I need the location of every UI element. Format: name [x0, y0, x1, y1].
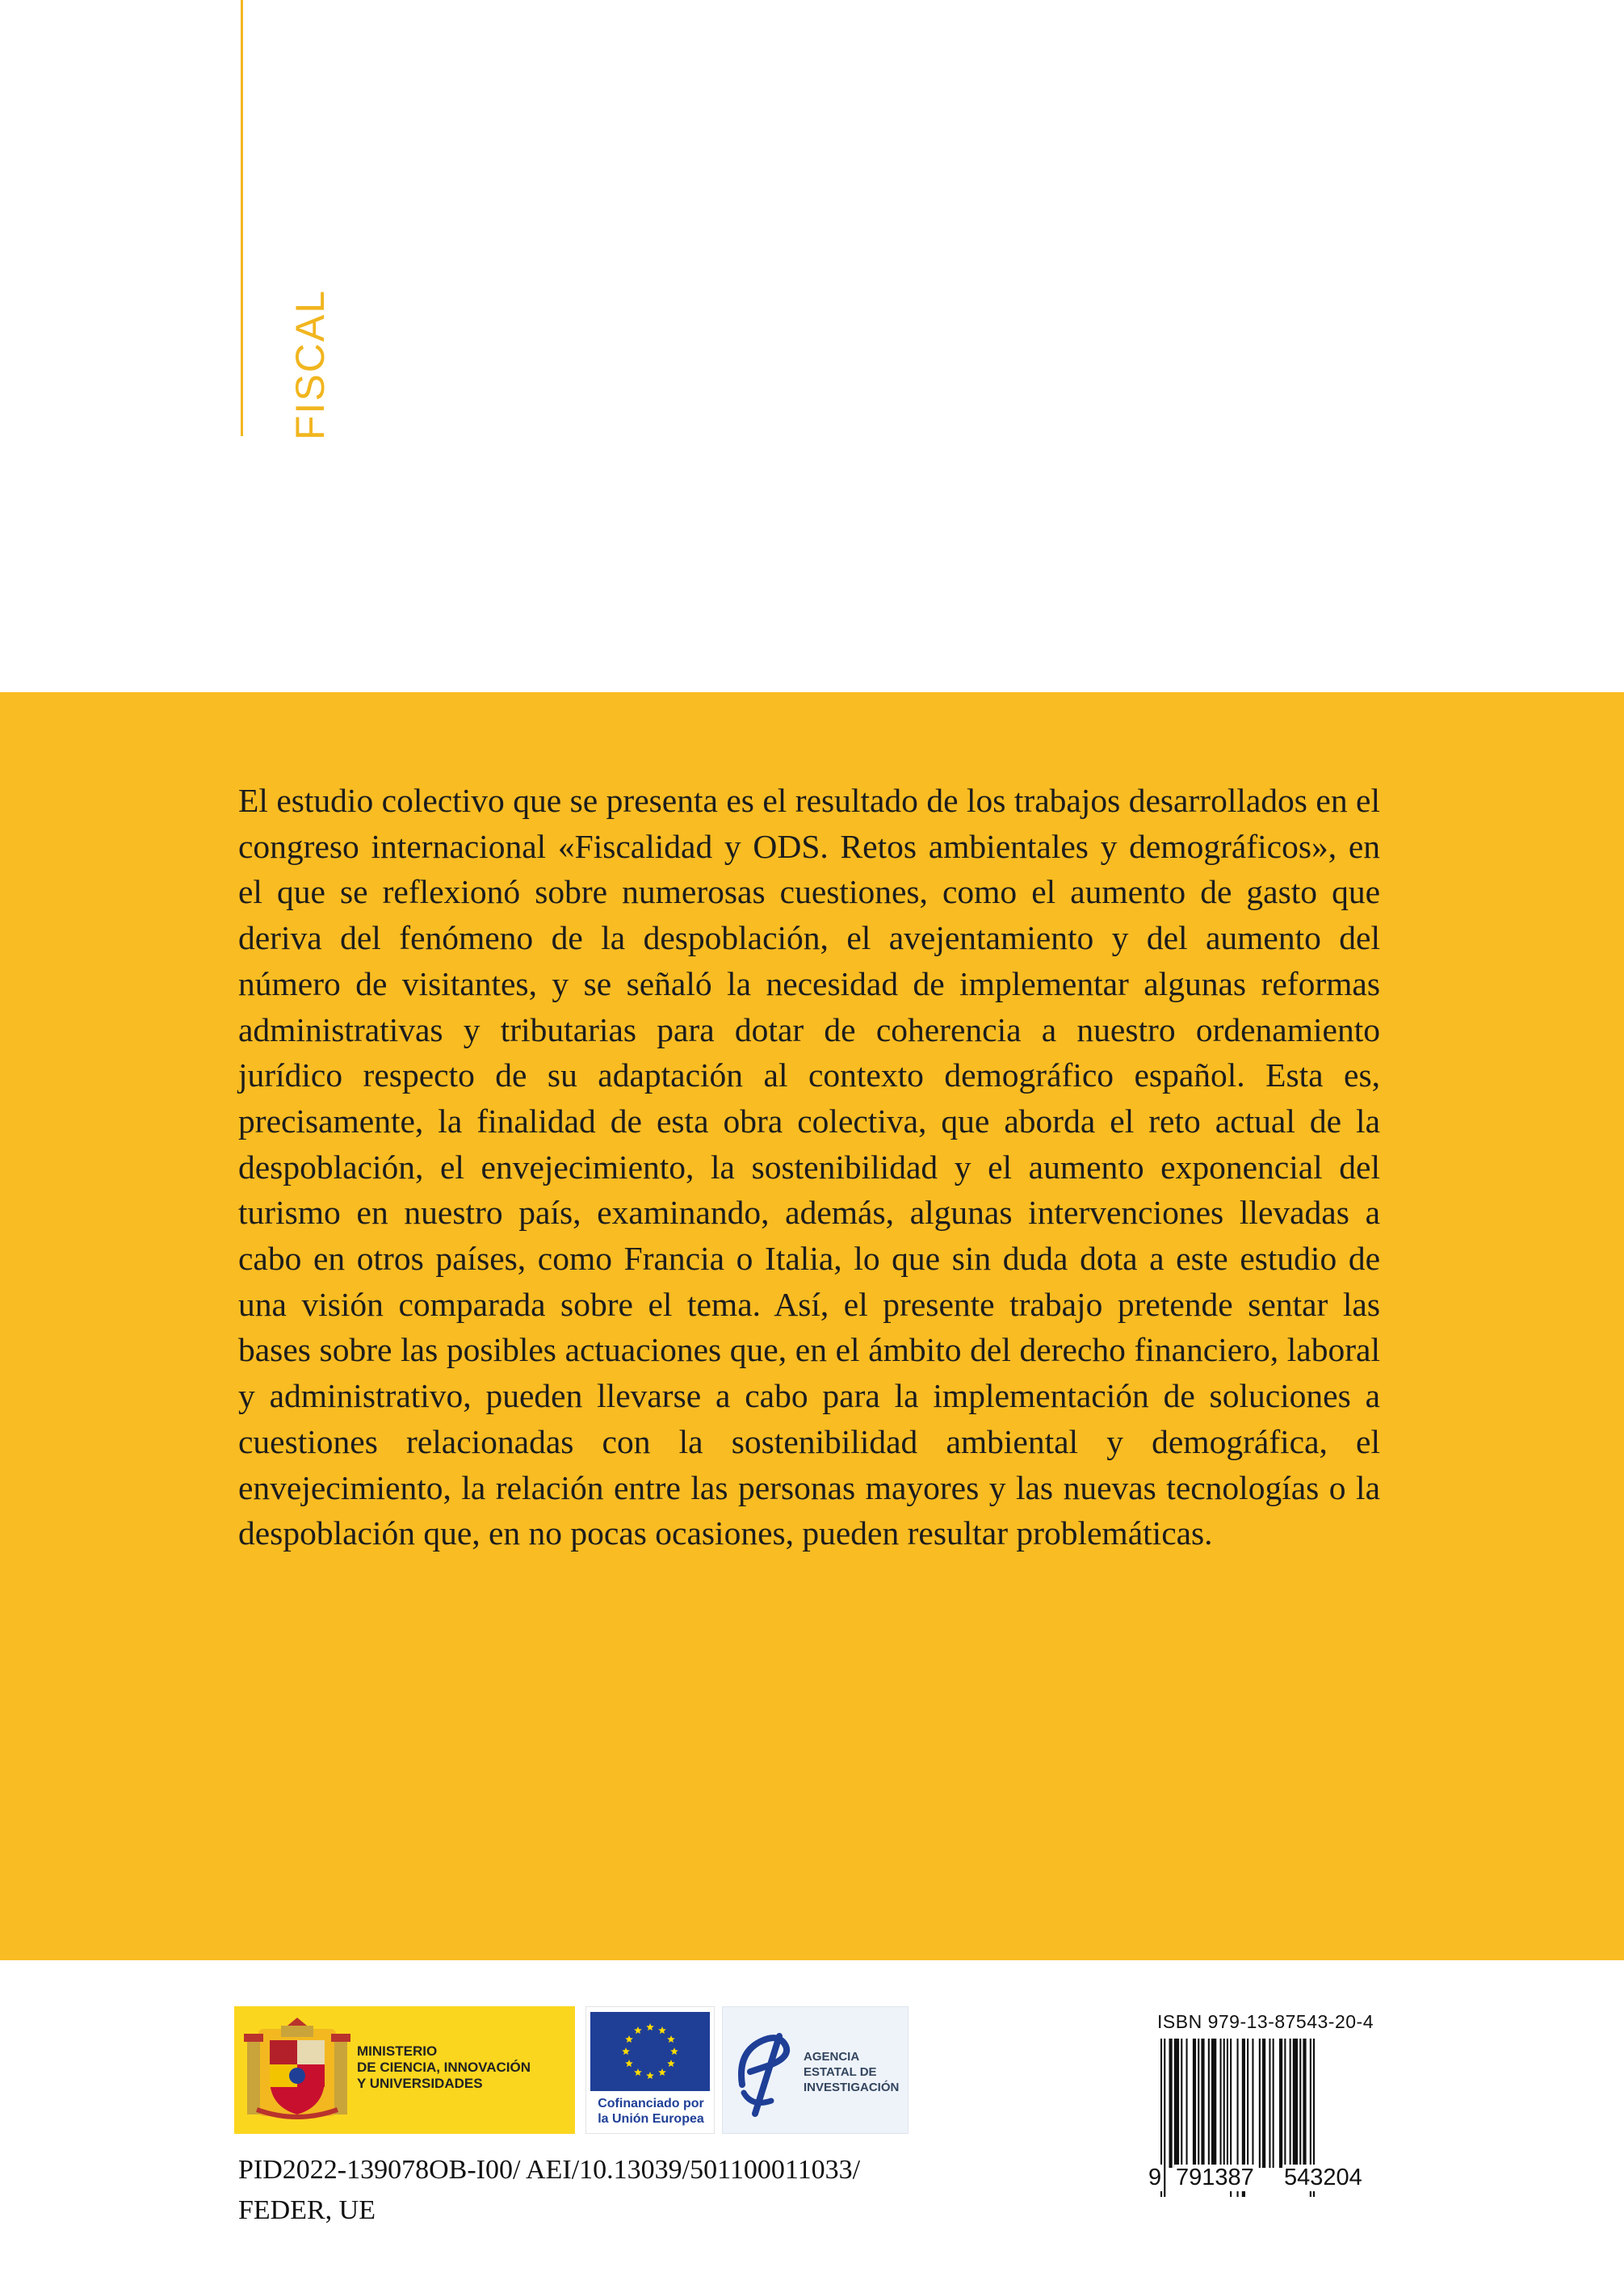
- isbn-digits-right: 543204: [1284, 2165, 1362, 2190]
- agency-line-3: INVESTIGACIÓN: [804, 2081, 900, 2094]
- ministry-line-2: DE CIENCIA, INNOVACIÓN: [357, 2060, 531, 2075]
- agency-name: [804, 2049, 905, 2095]
- project-reference: [238, 2150, 949, 2231]
- barcode-bar: [1299, 2039, 1301, 2168]
- accent-vertical-line: [241, 0, 243, 436]
- barcode-bar: [1284, 2039, 1286, 2168]
- barcode-bar: [1247, 2039, 1248, 2168]
- agency-emblem-icon: [731, 2022, 797, 2120]
- isbn-digits: [1147, 2165, 1389, 2197]
- ministry-line-1: MINISTERIO: [357, 2043, 438, 2059]
- barcode-bar: [1273, 2039, 1274, 2168]
- barcode-bar: [1293, 2039, 1298, 2168]
- barcode-bar: [1279, 2039, 1282, 2168]
- barcode-bar: [1174, 2039, 1179, 2168]
- barcode-bar: [1259, 2039, 1261, 2168]
- barcode-bar: [1186, 2039, 1188, 2168]
- ministry-line-3: Y UNIVERSIDADES: [357, 2076, 483, 2091]
- agency-logo: [722, 2006, 909, 2134]
- barcode-bar: [1252, 2039, 1253, 2168]
- coat-of-arms-icon: [241, 2013, 354, 2127]
- barcode-bar: [1227, 2039, 1228, 2168]
- eu-caption-line-2: la Unión Europea: [598, 2112, 704, 2126]
- barcode-bar: [1201, 2039, 1204, 2168]
- barcode-bar: [1193, 2039, 1196, 2168]
- ministry-name: [357, 2043, 571, 2092]
- eu-logo: [585, 2006, 715, 2134]
- barcode-bar: [1290, 2039, 1291, 2168]
- isbn-digits-left: 791387: [1176, 2165, 1254, 2190]
- ministry-logo: [234, 2006, 575, 2134]
- barcode-bar: [1198, 2039, 1199, 2168]
- barcode-bar: [1169, 2039, 1173, 2168]
- barcode-bar: [1211, 2039, 1216, 2168]
- eu-flag-icon: [590, 2012, 710, 2091]
- barcode-bar: [1303, 2039, 1306, 2168]
- isbn-label: ISBN 979-13-87543-20-4: [1157, 2011, 1374, 2032]
- barcode-bar: [1181, 2039, 1182, 2168]
- barcode-bar: [1208, 2039, 1210, 2168]
- eu-caption: [590, 2096, 712, 2127]
- project-reference-line-2: FEDER, UE: [238, 2195, 376, 2225]
- funding-logos: [234, 2006, 909, 2134]
- barcode-bar: [1269, 2039, 1270, 2168]
- series-label: FISCAL: [287, 288, 333, 440]
- eu-caption-line-1: Cofinanciado por: [598, 2097, 704, 2110]
- barcode-bar: [1223, 2039, 1225, 2168]
- isbn-digit-prefix: 9: [1148, 2165, 1162, 2190]
- agency-line-1: AGENCIA: [804, 2050, 860, 2064]
- agency-line-2: ESTATAL DE: [804, 2065, 877, 2079]
- barcode-bar: [1262, 2039, 1265, 2168]
- back-cover-blurb: El estudio colectivo que se presenta es el resultado de los trabajos desarrollados en el congreso internacional «Fiscalidad y ODS. Retos ambientales y demográficos», en el que se reflexionó sobre numerosas cuestiones, como el aumento de gasto que deriva del fenómeno de la despoblación, el avejentamiento y del aumento del número de visitantes, y se señaló la necesidad de implementar algunas reformas administrativas y tributarias para dotar de coherencia a nuestro ordenamiento jurídico respecto de su adaptación al contexto demográfico español. Esta es, precisamente, la finalidad de esta obra colectiva, que aborda el reto actual de la despoblación, el envejecimiento, la sostenibilidad y el aumento exponencial del turismo en nuestro país, examinando, además, algunas intervenciones llevadas a cabo en otros países, como Francia o Italia, lo que sin duda dota a este estudio de una visión comparada sobre el tema. Así, el presente trabajo pretende sentar las bases sobre las posibles actuaciones que, en el ámbito del derecho financiero, laboral y administrativo, pueden llevarse a cabo para la implementación de soluciones a cuestiones relacionadas con la sostenibilidad ambiental y demográfica, el envejecimiento, la relación entre las personas mayores y las nuevas tecnologías o la despoblación que, en no pocas ocasiones, pueden resultar problemáticas.: [238, 782, 1380, 1552]
- project-reference-line-1: PID2022-139078OB-I00/ AEI/10.13039/501100011033/: [238, 2155, 861, 2185]
- barcode-bar: [1220, 2039, 1222, 2168]
